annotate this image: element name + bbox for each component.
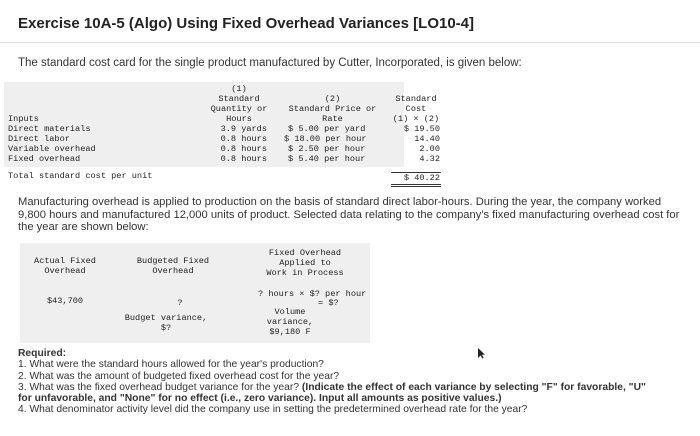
paragraph-line: 9,800 hours and manufactured 12,000 units of product. Selected data relating to the company's fixed manufacturing overhead cost for xyxy=(18,208,680,221)
question-4: 4. What denominator activity level did the company use in setting the predetermined overhead rate for the year? xyxy=(18,404,528,416)
applied-formula: ? hours × $? per hour xyxy=(258,289,367,299)
budgeted-header: Overhead xyxy=(152,266,194,276)
row-cost: 2.00 xyxy=(419,144,440,154)
row-rate: $ 5.00 per yard xyxy=(288,124,366,134)
budget-variance-label: Budget variance, xyxy=(124,313,208,323)
row-cost: 4.32 xyxy=(419,154,440,164)
row-label: Fixed overhead xyxy=(8,154,81,164)
col1-header-line3: Quantity or xyxy=(210,104,268,114)
col1-header-num: (1) xyxy=(231,84,247,94)
budget-variance-value: $? xyxy=(160,323,172,333)
col3-header-line1: Standard xyxy=(395,94,437,104)
question-3-instruction: (Indicate the effect of each variance by selecting "F" for favorable, "U" xyxy=(301,381,646,393)
col1-header-line4: Hours xyxy=(226,114,252,124)
intro-text: The standard cost card for the single product manufactured by Cutter, Incorporated, is given below: xyxy=(18,57,522,69)
applied-header: Work in Process xyxy=(266,268,344,278)
exercise-title: Exercise 10A-5 (Algo) Using Fixed Overhead Variances [LO10-4] xyxy=(18,15,475,32)
required-section xyxy=(18,348,688,416)
question-1: 1. What were the standard hours allowed for the year's production? xyxy=(18,359,324,371)
row-rate: $ 2.50 per hour xyxy=(288,144,366,154)
production-paragraph xyxy=(18,196,688,234)
required-heading: Required: xyxy=(18,348,67,359)
question-3-text: 3. What was the fixed overhead budget variance for the year? xyxy=(18,381,302,393)
actual-header: Overhead xyxy=(44,266,86,276)
cursor-arrow-icon xyxy=(477,347,486,359)
paragraph-line: Manufacturing overhead is applied to production on the basis of standard direct labor-hours. During the year, the company worked xyxy=(18,196,662,208)
applied-header: Applied to xyxy=(279,258,331,268)
applied-formula: = $? xyxy=(318,298,339,308)
row-rate: $ 5.40 per hour xyxy=(288,154,366,164)
row-label: Direct labor xyxy=(8,134,70,144)
col3-header-line2: Cost xyxy=(405,104,427,114)
applied-header: Fixed Overhead xyxy=(268,248,342,258)
col3-header-line3: (1) × (2) xyxy=(392,114,440,124)
row-qty: 0.8 hours xyxy=(220,154,267,164)
row-cost: $ 19.50 xyxy=(403,124,440,134)
title-divider xyxy=(0,42,700,43)
col2-header-num: (2) xyxy=(324,94,341,104)
inputs-label: Inputs xyxy=(8,114,39,124)
row-label: Direct materials xyxy=(8,124,91,134)
actual-value: $43,700 xyxy=(46,296,84,306)
volume-variance-label: variance, xyxy=(266,317,314,327)
row-qty: 0.8 hours xyxy=(220,144,267,154)
row-label: Variable overhead xyxy=(8,144,96,154)
row-qty: 3.9 yards xyxy=(220,124,267,134)
total-value: $ 40.22 xyxy=(403,173,440,183)
question-3 xyxy=(18,382,688,393)
total-label: Total standard cost per unit xyxy=(8,171,153,181)
paragraph-line: the year are shown below: xyxy=(18,221,149,234)
question-2: 2. What was the amount of budgeted fixed overhead cost for the year? xyxy=(18,370,340,382)
row-qty: 0.8 hours xyxy=(220,134,267,144)
volume-variance-value: $9,180 F xyxy=(269,327,311,337)
row-rate: $ 18.00 per hour xyxy=(284,134,367,144)
col2-header-line2: Standard Price or xyxy=(288,104,377,114)
question-3-instruction-cont: for unfavorable, and "None" for no effect (i.e., zero variance). Input all amounts as positive values.) xyxy=(18,393,502,405)
budgeted-value: ? xyxy=(177,298,183,308)
budgeted-header: Budgeted Fixed xyxy=(136,256,210,266)
col1-header-line2: Standard xyxy=(218,94,260,104)
row-cost: 14.40 xyxy=(414,134,440,144)
actual-header: Actual Fixed xyxy=(34,256,96,266)
volume-variance-label: Volume xyxy=(274,307,306,317)
col2-header-line3: Rate xyxy=(322,114,343,124)
